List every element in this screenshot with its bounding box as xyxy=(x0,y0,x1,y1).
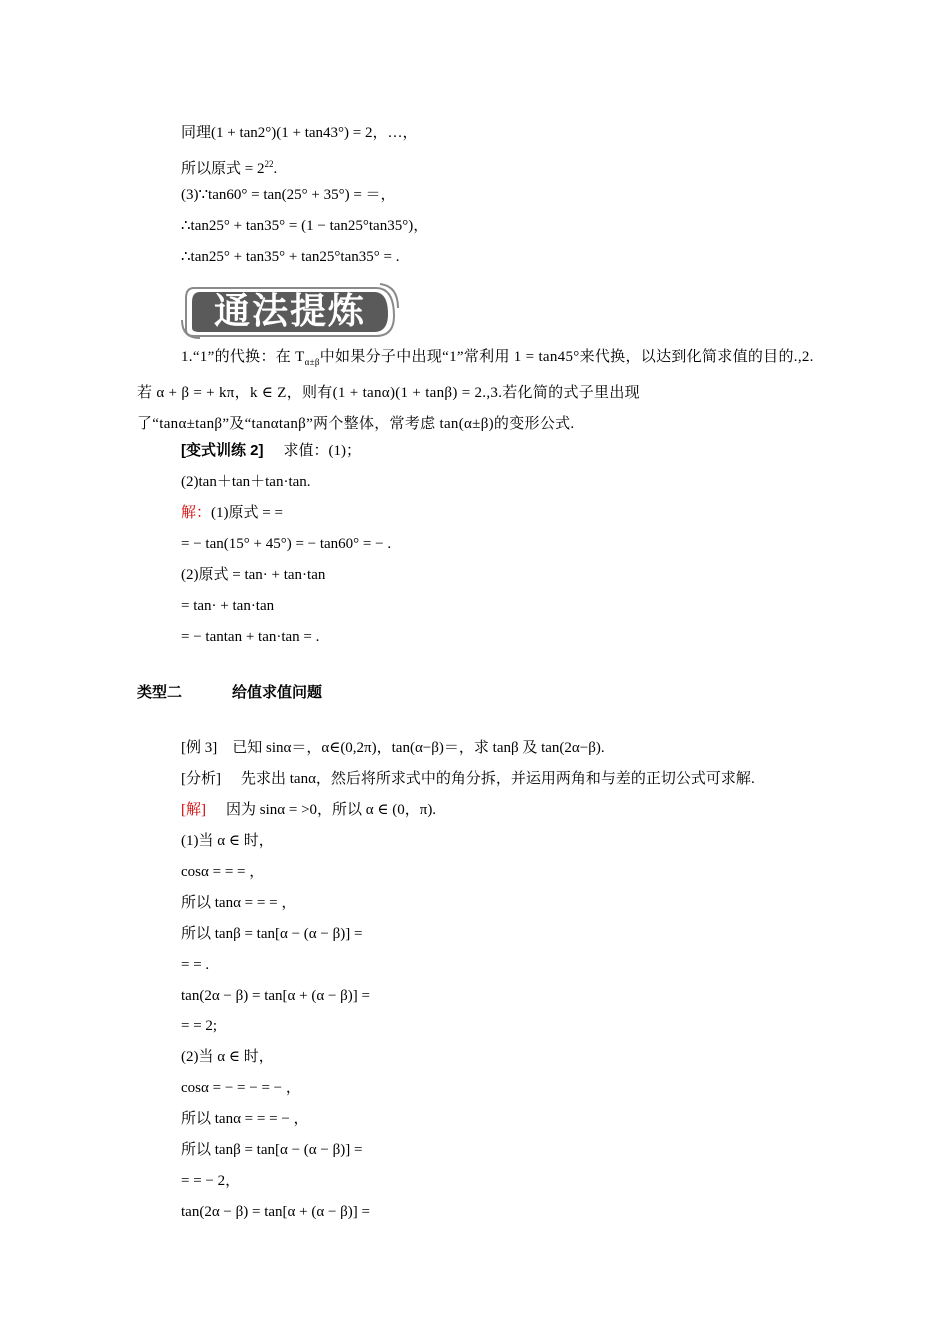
solution-label: 解： xyxy=(181,505,212,521)
banner-text: 通法提炼 xyxy=(213,291,367,332)
solution-tag: [解] xyxy=(181,802,206,818)
text-line: = − tan(15° + 45°) = − tan60° = − . xyxy=(181,536,392,552)
method-summary-banner xyxy=(180,280,402,342)
text-line: cosα = − = − = − ， xyxy=(181,1080,301,1096)
text-line: 同理(1 + tan2°)(1 + tan43°) = 2，…， xyxy=(181,125,418,141)
example-question: [例 3] 已知 sinα＝，α∈(0,2π)，tan(α−β)＝，求 tanβ 及 tan(2α−β). xyxy=(181,740,605,756)
text-line: cosα = = = ， xyxy=(181,864,265,880)
section-title: 给值求值问题 xyxy=(232,684,323,701)
text-line: = − tantan + tan·tan = . xyxy=(181,629,320,645)
superscript: 22 xyxy=(264,159,274,169)
text-line: 所以 tanα = = = − ， xyxy=(181,1111,309,1127)
text-fragment: 因为 sinα = >0，所以 α ∈ (0，π). xyxy=(226,802,437,818)
text-line: 所以 tanα = = = ， xyxy=(181,895,297,911)
text-line xyxy=(181,769,755,789)
text-line: = tan· + tan·tan xyxy=(181,598,275,614)
text-line: ∴tan25° + tan35° + tan25°tan35° = . xyxy=(181,249,400,265)
text-line: tan(2α − β) = tan[α + (α − β)] = xyxy=(181,1204,371,1220)
text-fragment: 求值：(1)； xyxy=(283,443,362,459)
analysis-tag: [分析] xyxy=(181,771,221,787)
text-line xyxy=(181,503,283,523)
text-line xyxy=(181,441,361,461)
text-line: (2)原式 = tan· + tan·tan xyxy=(181,567,326,583)
section-label: 类型二 xyxy=(137,684,183,701)
text-fragment: 所以原式 = 2 xyxy=(181,161,265,177)
text-fragment: 1.“1”的代换：在 T xyxy=(181,349,305,365)
text-fragment: 先求出 tanα，然后将所求式中的角分拆，并运用两角和与差的正切公式可求解. xyxy=(241,771,755,787)
text-line: (2)当 α ∈ 时， xyxy=(181,1049,274,1065)
text-fragment: (1)原式 = = xyxy=(211,505,283,521)
variant-tag: [变式训练 2] xyxy=(181,442,264,459)
text-line: (1)当 α ∈ 时， xyxy=(181,833,274,849)
text-line: = = 2; xyxy=(181,1018,218,1034)
method-paragraph xyxy=(137,342,815,440)
text-line: (3)∵tan60° = tan(25° + 35°) = ＝， xyxy=(181,187,396,203)
text-fragment: 中如果分子中出现“1”常利用 1 = tan45°来代换，以达到化简求值的目的.,2.若 α + β = + kπ，k ∈ Z，则有(1 + tanα)(1 + tanβ) = 2.,3.若化简的式子里出现了“tanα±tanβ”及“tanαtanβ”两个整体，常考虑 tan(α±β)的变形公式. xyxy=(137,349,814,432)
text-line: (2)tan＋tan＋tan·tan. xyxy=(181,474,311,490)
text-line: 所以 tanβ = tan[α − (α − β)] = xyxy=(181,926,363,942)
subscript: α±β xyxy=(304,357,320,367)
text-line: = = . xyxy=(181,957,210,973)
text-line: = = − 2， xyxy=(181,1173,241,1189)
section-heading xyxy=(137,683,322,703)
text-fragment: . xyxy=(273,161,278,177)
text-line: tan(2α − β) = tan[α + (α − β)] = xyxy=(181,988,371,1004)
text-line: 所以 tanβ = tan[α − (α − β)] = xyxy=(181,1142,363,1158)
text-line xyxy=(181,800,436,820)
text-line: ∴tan25° + tan35° = (1 − tan25°tan35°)， xyxy=(181,218,429,234)
text-line xyxy=(181,154,277,179)
